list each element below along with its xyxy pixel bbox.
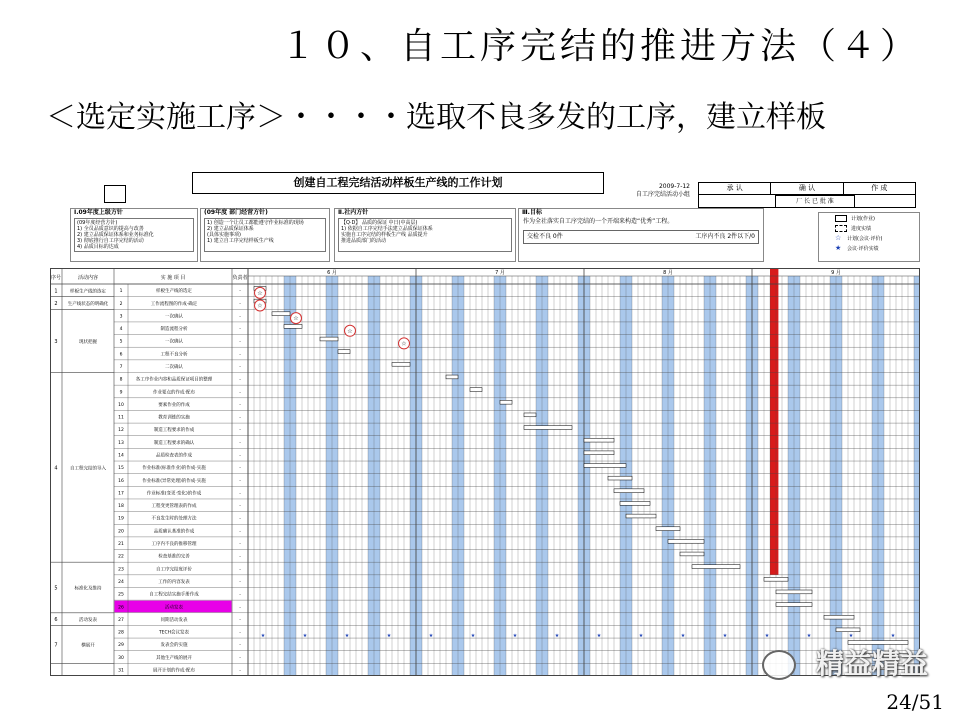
- gantt-bar: [656, 527, 680, 531]
- item-number: 4: [119, 327, 123, 333]
- meeting-star-icon: ★: [764, 633, 770, 640]
- item-number: 18: [118, 504, 124, 510]
- gantt-bar: [392, 362, 410, 366]
- milestone-star-icon: ☆: [257, 302, 263, 310]
- section-number: 3: [54, 338, 58, 345]
- gantt-bar: [584, 451, 614, 455]
- legend-swatch-actual: [835, 225, 847, 232]
- panel-line: (具体实施事项): [207, 232, 241, 238]
- section-name: 标准化及维持: [74, 586, 102, 592]
- gantt-bar: [764, 577, 788, 581]
- item-owner: -: [239, 415, 241, 421]
- item-label: 品质确认基准的作成: [153, 529, 195, 535]
- panel-line: 实施自工序完结的样板生产线 品质提升: [341, 232, 428, 238]
- panel-body: [204, 218, 326, 252]
- meeting-star-icon: ★: [512, 633, 518, 640]
- item-number: 8: [119, 377, 123, 383]
- gantt-bar: [500, 400, 512, 404]
- legend-item: 计划(作业): [819, 213, 919, 223]
- target-values: [523, 230, 759, 244]
- item-label: 各工序作业内容和品质保证项目的整理: [135, 377, 213, 383]
- panel-body: [74, 218, 194, 252]
- section-name: 样板生产线的选定: [70, 289, 106, 295]
- item-label: 品质检查表的作成: [156, 453, 192, 459]
- header-cell: 活动内容: [77, 275, 99, 281]
- item-owner: -: [239, 390, 241, 396]
- item-label: 作业标准(变更·变化)的作成: [146, 491, 202, 497]
- item-number: 27: [118, 617, 124, 623]
- item-label: 一次确认: [165, 314, 183, 320]
- gantt-bar: [284, 324, 302, 328]
- item-label: 制造工程要求的确认: [153, 440, 195, 446]
- milestone-star-icon: ☆: [347, 327, 353, 335]
- item-owner: -: [239, 314, 241, 320]
- item-label: 其他生产线的展开: [156, 655, 192, 661]
- gantt-bar: [272, 312, 290, 316]
- panel-body: [338, 218, 512, 252]
- section-number: 4: [54, 465, 58, 472]
- item-number: 9: [119, 390, 123, 396]
- meeting-star-icon: ★: [260, 633, 266, 640]
- header-cell: 实 施 项 目: [160, 275, 186, 281]
- slide-title: １０、自工序完结的推进方法（４）: [279, 26, 920, 67]
- item-owner: -: [239, 516, 241, 522]
- item-number: 29: [118, 643, 124, 649]
- item-number: 13: [118, 440, 124, 446]
- item-number: 19: [118, 516, 124, 522]
- gantt-bar: [584, 464, 626, 468]
- document-owner: 自工序完结活动小组: [635, 191, 690, 198]
- item-owner: -: [239, 339, 241, 345]
- item-label: 二次确认: [165, 364, 183, 370]
- header-cell: 负责者: [232, 275, 248, 281]
- item-number: 5: [119, 339, 123, 345]
- gantt-bar: [524, 413, 536, 417]
- panel-line: 3) 彻底推行自工序完结的活动: [77, 238, 144, 244]
- section-number: 1: [54, 288, 58, 295]
- meeting-star-icon: ★: [596, 633, 602, 640]
- item-label: 制造流程分析: [160, 327, 188, 333]
- item-number: 30: [118, 655, 124, 661]
- gantt-bar: [626, 514, 656, 518]
- approval-header: 确 认: [771, 183, 843, 194]
- item-owner: -: [239, 554, 241, 560]
- item-label: 教育训练的实施: [158, 415, 190, 421]
- approval-stamp: 厂 长 已 批 准: [775, 195, 855, 208]
- item-label: 展开计划的作成·配布: [153, 668, 195, 674]
- item-label: 工程变更管理表的作成: [151, 504, 197, 510]
- item-owner: -: [239, 453, 241, 459]
- milestone-star-icon: ☆: [293, 315, 299, 323]
- gantt-bar: [680, 552, 704, 556]
- panel-heading: Ⅱ.社内方针: [338, 209, 369, 216]
- meeting-star-icon: ★: [806, 633, 812, 640]
- item-owner: -: [239, 592, 241, 598]
- legend-item: ★ 会议·评价实绩: [835, 244, 879, 252]
- item-number: 1: [119, 289, 123, 295]
- target-left: 交检不良 0件: [527, 233, 563, 240]
- legend-item: 进度实绩: [819, 223, 919, 233]
- section-number: 2: [54, 300, 58, 307]
- schedule-table: [50, 268, 920, 676]
- gantt-bar: [524, 426, 572, 430]
- slide-subtitle: ＜选定实施工序＞・・・・选取不良多发的工序，建立样板: [46, 100, 826, 135]
- item-label: 自工程完结实施手册作成: [149, 592, 199, 598]
- legend: [818, 212, 920, 262]
- item-number: 16: [118, 478, 124, 484]
- meeting-star-icon: ★: [848, 633, 854, 640]
- section-name: 现状把握: [79, 339, 97, 345]
- meeting-star-icon: ★: [638, 633, 644, 640]
- item-label: 活动发表: [165, 605, 183, 611]
- item-label: 工程不良分析: [160, 352, 188, 358]
- item-label: TECH会议发表: [158, 630, 190, 636]
- item-label: 作业标准(异常处理)的作成·实施: [142, 478, 206, 484]
- item-number: 3: [119, 314, 123, 320]
- item-label: 制造工程要求的作成: [153, 428, 195, 434]
- legend-item: ☆ 计划(会议·评价): [835, 234, 883, 242]
- document-date: 2009-7-12: [658, 183, 690, 190]
- item-owner: -: [239, 567, 241, 573]
- panel-line: 2) 建立品质保证体系和业务标准化: [77, 232, 154, 238]
- star-filled-icon: ★: [835, 244, 842, 252]
- policy-panel-department: [200, 208, 330, 262]
- item-owner: -: [239, 428, 241, 434]
- header-cell: 序号: [50, 275, 62, 281]
- item-owner: -: [239, 377, 241, 383]
- target-panel: [518, 208, 764, 262]
- item-number: 25: [118, 592, 124, 598]
- meeting-star-icon: ★: [470, 633, 476, 640]
- item-owner: -: [239, 617, 241, 623]
- item-number: 22: [118, 554, 124, 560]
- item-label: 不良发生时的处理方法: [151, 516, 197, 522]
- month-label: 8 月: [663, 270, 673, 276]
- approval-headers: [699, 183, 915, 195]
- gantt-bar: [608, 476, 632, 480]
- section-name: 活动发表: [79, 618, 97, 624]
- item-number: 20: [118, 529, 124, 535]
- item-owner: -: [239, 643, 241, 649]
- item-number: 14: [118, 453, 124, 459]
- policy-panel-upper: [70, 208, 198, 262]
- gantt-bar: [614, 489, 644, 493]
- item-number: 7: [119, 364, 123, 370]
- month-label: 6 月: [327, 270, 337, 276]
- item-owner: -: [239, 402, 241, 408]
- panel-heading: (09年度 部门经营方针): [204, 209, 268, 216]
- item-owner: -: [239, 364, 241, 370]
- item-owner: -: [239, 491, 241, 497]
- item-owner: -: [239, 529, 241, 535]
- item-number: 23: [118, 567, 124, 573]
- item-owner: -: [239, 630, 241, 636]
- item-owner: -: [239, 327, 241, 333]
- item-label: 样板生产线的选定: [156, 289, 192, 295]
- meeting-star-icon: ★: [302, 633, 308, 640]
- month-label: 9 月: [831, 270, 841, 276]
- section-number: 5: [54, 585, 58, 592]
- gantt-bar: [446, 375, 458, 379]
- panel-line: 2) 建立品质保证体系: [207, 226, 254, 232]
- panel-line: 推进品质部门的活动: [341, 238, 387, 244]
- item-owner: -: [239, 504, 241, 510]
- gantt-bar: [824, 615, 854, 619]
- item-label: 要素作业的作成: [158, 402, 190, 408]
- star-outline-icon: ☆: [835, 234, 842, 242]
- watermark: 精益精益: [815, 647, 928, 680]
- item-label: 自工序完结度评价: [156, 567, 192, 573]
- section-number: 6: [54, 617, 58, 624]
- approval-box: [698, 182, 916, 208]
- document-title: 创建自工程完结活动样板生产线的工作计划: [192, 172, 604, 194]
- gantt-bar: [836, 628, 860, 632]
- meeting-star-icon: ★: [344, 633, 350, 640]
- approval-header: 作 成: [871, 184, 888, 192]
- item-label: 工作的内容发表: [158, 579, 190, 585]
- item-owner: -: [239, 440, 241, 446]
- meeting-star-icon: ★: [722, 633, 728, 640]
- marker-box: [104, 185, 126, 203]
- item-owner: -: [239, 466, 241, 472]
- legend-swatch-plan: [835, 215, 847, 222]
- panel-line: 1) 创造一个让员工都能遵守作业标准的现场: [207, 220, 304, 226]
- item-number: 28: [118, 630, 124, 636]
- gantt-bar: [584, 438, 614, 442]
- panel-heading: Ⅰ.09年度上级方针: [74, 209, 123, 216]
- item-owner: -: [239, 579, 241, 585]
- item-label: 同期活动发表: [160, 617, 188, 623]
- item-label: 发表会的实施: [160, 643, 188, 649]
- item-label: 检查基准的完善: [158, 554, 190, 560]
- item-number: 24: [118, 579, 124, 585]
- gantt-bar: [338, 350, 350, 354]
- panel-line: 1) 全员品质意识的提高与改善: [77, 226, 144, 232]
- item-owner: -: [239, 352, 241, 358]
- item-number: 10: [118, 402, 124, 408]
- gantt-bar: [776, 590, 812, 594]
- meeting-star-icon: ★: [554, 633, 560, 640]
- gantt-bar: [470, 388, 482, 392]
- section-number: 7: [54, 642, 58, 649]
- panel-line: 1) 建立自工序完结样板生产线: [207, 238, 274, 244]
- item-owner: -: [239, 605, 241, 611]
- gantt-bar: [692, 565, 740, 569]
- milestone-star-icon: ☆: [257, 289, 263, 297]
- panel-line: 4) 品质目标的达成: [77, 244, 119, 250]
- item-owner: -: [239, 301, 241, 307]
- item-number: 26: [118, 605, 124, 611]
- wechat-logo-icon: [762, 650, 796, 680]
- panel-line: 【Q·D】 品质的保证 中日(中高层): [341, 220, 418, 226]
- item-number: 15: [118, 466, 124, 472]
- document-date-block: [612, 183, 690, 199]
- meeting-star-icon: ★: [890, 633, 896, 640]
- item-label: 一次确认: [165, 339, 183, 345]
- item-owner: -: [239, 542, 241, 548]
- item-number: 21: [118, 542, 124, 548]
- item-label: 作业要点的作成·配布: [153, 390, 195, 396]
- month-label: 7 月: [495, 270, 505, 276]
- item-owner: -: [239, 668, 241, 674]
- target-text: 作为全社落实自工序完结的一个开端来构造“优秀”工程。: [523, 218, 674, 225]
- panel-line: (09年度经营方针): [77, 220, 118, 226]
- item-label: 工序内不良的推移管理: [151, 542, 197, 548]
- meeting-star-icon: ★: [428, 633, 434, 640]
- gantt-bar: [776, 603, 812, 607]
- milestone-star-icon: ☆: [401, 340, 407, 348]
- item-owner: -: [239, 478, 241, 484]
- item-label: 工作流程图的作成·确定: [150, 301, 198, 307]
- approval-header: 承 认: [699, 183, 771, 194]
- section-name: 横展开: [81, 643, 95, 649]
- gantt-bar: [320, 337, 338, 341]
- gantt-bar: [668, 539, 704, 543]
- item-owner: -: [239, 289, 241, 295]
- item-number: 12: [118, 428, 124, 434]
- item-label: 作业标准(标准作业)的作成·实施: [142, 466, 206, 472]
- item-number: 6: [119, 352, 123, 358]
- section-name: 自工程完结的导入: [70, 466, 106, 472]
- red-milestone-bar: [770, 268, 778, 575]
- panel-heading: Ⅲ.目标: [522, 209, 542, 216]
- panel-line: 1) 依据自工序完结手法建立品质保证体系: [341, 226, 433, 232]
- item-owner: -: [239, 655, 241, 661]
- item-number: 2: [119, 301, 123, 307]
- target-right: 工序内不良 2件以下/0: [695, 233, 755, 240]
- meeting-star-icon: ★: [680, 633, 686, 640]
- gantt-bar: [620, 501, 650, 505]
- item-number: 17: [118, 491, 124, 497]
- page-number: 24/51: [886, 690, 944, 714]
- item-number: 31: [118, 668, 124, 674]
- meeting-star-icon: ★: [386, 633, 392, 640]
- item-number: 11: [118, 415, 124, 421]
- policy-panel-company: [334, 208, 516, 262]
- section-name: 生产线状态的明确化: [67, 301, 109, 307]
